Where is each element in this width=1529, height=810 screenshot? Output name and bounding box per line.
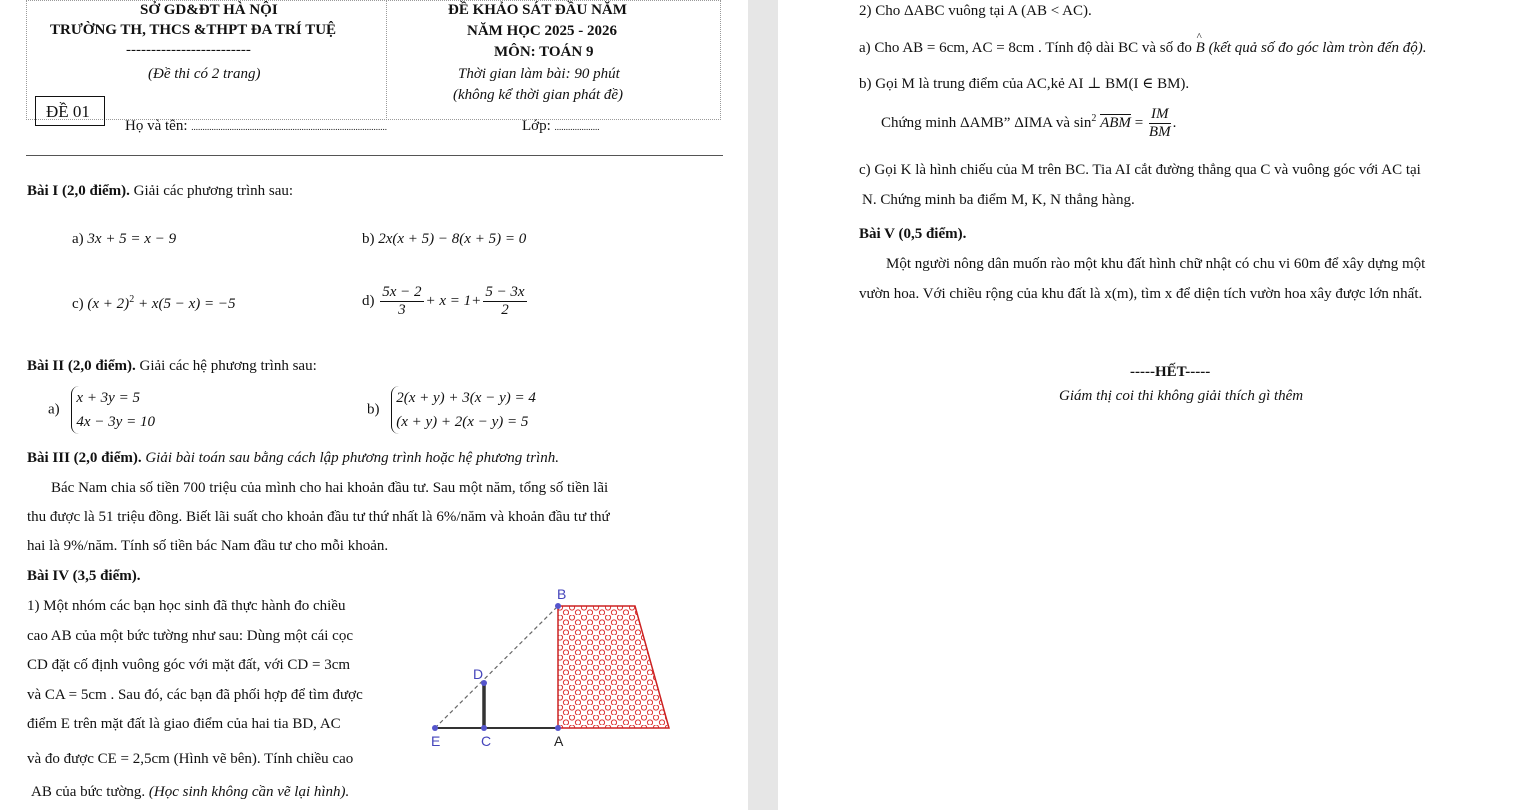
- header-dash-line: -------------------------: [126, 42, 251, 58]
- bai1-heading: Bài I (2,0 điểm). Giải các phương trình sau:: [27, 183, 294, 199]
- wall-shape: [558, 606, 669, 728]
- point-a: [555, 725, 561, 731]
- bai5-line1: Một người nông dân muốn rào một khu đất hình chữ nhật có chu vi 60m để xây dựng một: [886, 256, 1426, 272]
- label-a: A: [554, 733, 564, 749]
- point-e: [432, 725, 438, 731]
- exam-page-2: [778, 0, 1529, 810]
- school-year: NĂM HỌC 2025 - 2026: [467, 23, 617, 39]
- exam-code: ĐỀ 01: [46, 102, 90, 121]
- bai3-line2: thu được là 51 triệu đồng. Biết lãi suất cho khoản đầu tư thứ nhất là 6%/năm và khoản đầu tư thứ: [27, 509, 610, 525]
- label-e: E: [431, 733, 441, 749]
- wall-figure: [425, 585, 680, 755]
- sin-fraction: $\frac{IM}{BM}$: [1148, 106, 1171, 140]
- dept-name: SỞ GD&ĐT HÀ NỘI: [140, 2, 278, 18]
- angle-b: B ^: [1195, 31, 1205, 56]
- label-d: D: [473, 666, 484, 682]
- system-b: 2(x + y) + 3(x − y) = 4 (x + y) + 2(x − y) = 5: [391, 386, 536, 434]
- proctor-note: Giám thị coi thi không giải thích gì thêm: [1059, 388, 1304, 404]
- exam-page-1: [0, 0, 748, 810]
- bai4-p1-line3: CD đặt cố định vuông góc với mặt đất, với CD = 3cm: [27, 657, 351, 673]
- end-marker: -----HẾT-----: [1130, 364, 1211, 380]
- bai1-b: b) 2x(x + 5) − 8(x + 5) = 0: [362, 231, 527, 247]
- bai4-p1-line6: và đo được CE = 2,5cm (Hình vẽ bên). Tính chiều cao: [27, 751, 354, 767]
- bai4-p1-line5: điểm E trên mặt đất là giao điểm của hai tia BD, AC: [27, 716, 341, 732]
- bai4-p2-b2: Chứng minh ΔAMB” ΔIMA và $\sin^2$ ABM = $\frac{IM}{BM}$ .: [881, 106, 1177, 140]
- bai3-line3: hai là 9%/năm. Tính số tiền bác Nam đầu tư cho mỗi khoản.: [27, 538, 389, 554]
- bai4-p1-line4: và CA = 5cm . Sau đó, các bạn đã phối hợp để tìm được: [27, 687, 363, 703]
- label-c: C: [481, 733, 492, 749]
- bai4-p2-c1: c) Gọi K là hình chiếu của M trên BC. Tia AI cắt đường thẳng qua C và vuông góc với AC tại: [859, 162, 1421, 178]
- bai4-p2-c2: N. Chứng minh ba điểm M, K, N thẳng hàng.: [862, 192, 1135, 208]
- system-a: x + 3y = 5 4x − 3y = 10: [71, 386, 155, 434]
- bai4-p2-intro: 2) Cho ΔABC vuông tại A (AB < AC).: [859, 3, 1092, 19]
- bai4-p1-line7: AB của bức tường. (Học sinh không cần vẽ lại hình).: [31, 784, 350, 800]
- bai3-line1: Bác Nam chia số tiền 700 triệu của mình cho hai khoản đầu tư. Sau một năm, tổng số tiền lãi: [51, 480, 609, 496]
- bai4-p2-b: b) Gọi M là trung điểm của AC,kẻ AI ⊥ BM(I ∈ BM).: [859, 76, 1190, 92]
- exam-time: Thời gian làm bài: 90 phút: [458, 66, 620, 82]
- bai4-p1-line1: 1) Một nhóm các bạn học sinh đã thực hành đo chiều: [27, 598, 346, 614]
- header-rule: [26, 155, 723, 156]
- subject: MÔN: TOÁN 9: [494, 44, 594, 60]
- bai4-heading: Bài IV (3,5 điểm).: [27, 568, 141, 584]
- bai2-a: a) x + 3y = 5 4x − 3y = 10: [48, 386, 155, 434]
- d-fraction-1: $\frac{5x - 2}{3}$: [382, 284, 422, 318]
- name-label: Họ và tên: .......................................................................................: [125, 118, 387, 134]
- bai1-c: c) $(x + 2)^2 + x(5 - x) = -5$: [72, 294, 236, 312]
- pages-note: (Đề thi có 2 trang): [148, 66, 261, 82]
- bai5-heading: Bài V (0,5 điểm).: [859, 226, 967, 242]
- bai5-line2: vườn hoa. Với chiều rộng của khu đất là x(m), tìm x để diện tích vườn hoa xây được lớn nhất.: [859, 286, 1423, 302]
- d-fraction-2: $\frac{5 - 3x}{2}$: [485, 284, 525, 318]
- label-b: B: [557, 586, 567, 602]
- point-b: [555, 603, 561, 609]
- bai3-heading: Bài III (2,0 điểm). Giải bài toán sau bằng cách lập phương trình hoặc hệ phương trình.: [27, 450, 559, 466]
- bai2-heading: Bài II (2,0 điểm). Giải các hệ phương trình sau:: [27, 358, 317, 374]
- bai1-a: a) 3x + 5 = x − 9: [72, 231, 177, 247]
- class-label: Lớp: ....................: [522, 118, 600, 134]
- bai2-b: b) 2(x + y) + 3(x − y) = 4 (x + y) + 2(x − y) = 5: [367, 386, 536, 434]
- school-name: TRƯỜNG TH, THCS &THPT ĐA TRÍ TUỆ: [50, 22, 337, 38]
- exam-title: ĐỀ KHẢO SÁT ĐẦU NĂM: [448, 2, 627, 18]
- sight-line: [435, 606, 558, 728]
- bai4-p2-a: a) Cho AB = 6cm, AC = 8cm . Tính độ dài BC và số đo B ^ (kết quả số đo góc làm tròn đến độ).: [859, 31, 1427, 56]
- bai1-d: d) $\frac{5x - 2}{3}$ + x = 1+ $\frac{5 - 3x}{2}$: [362, 284, 525, 318]
- header-divider: [386, 0, 387, 118]
- point-c: [481, 725, 487, 731]
- exam-time-note: (không kể thời gian phát đề): [453, 87, 624, 103]
- bai4-p1-line2: cao AB của một bức tường như sau: Dùng một cái cọc: [27, 628, 354, 644]
